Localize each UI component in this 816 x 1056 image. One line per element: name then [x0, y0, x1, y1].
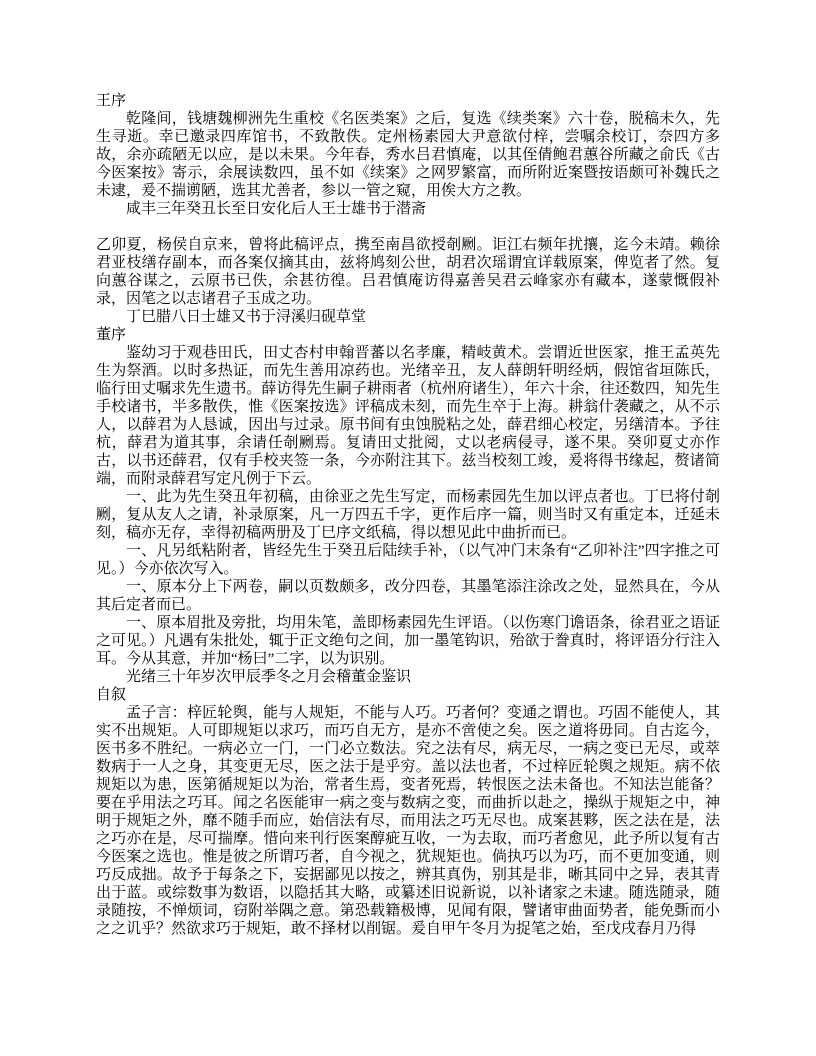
- wang-preface-addendum-paragraph: 乙卯夏，杨侯自京来，曾将此稿评点，携至南昌欲授剞劂。讵江右频年扰攘，迄今未靖。赖徐君亚枝缮存副本，而各案仅摘其由，兹将鸠刻公世，胡君次瑶谓宜详载原案，俾览者了然。复向蕙谷谋之，云原书已佚，余甚彷徨。吕君慎庵访得嘉善吴君云峰家亦有藏本，遂蒙慨假补录，因笔之以志诸君子玉成之功。: [96, 237, 720, 307]
- dong-preface-signature: 光绪三十年岁次甲辰季冬之月会稽董金鉴识: [126, 669, 412, 685]
- wang-preface-signature-1853: 咸丰三年癸丑长至日安化后人王士雄书于潜斋: [126, 201, 427, 217]
- editorial-note-item-2: 一、凡另纸粘附者，皆经先生于癸丑后陆续手补，（以气冲门末条有“乙卯补注”四字推之可见。）今亦依次写入。: [96, 543, 720, 577]
- dong-preface-paragraph: 鉴幼习于观巷田氏，田丈杏村申翰晋蕃以名孝廉，精岐黄术。尝谓近世医家，推王孟英先生为祭酒。以时多热证，而先生善用凉药也。光绪辛丑，友人薛朗轩明经炳，假馆省垣陈氏，临行田丈嘱求先生遗书。薛访得先生嗣子耕雨者（杭州府诸生），年六十余，往还数四，知先生手校诸书，半多散佚，惟《医案按选》评稿成未刻，而先生卒于上海。耕翁什袭藏之，从不示人，以薛君为人恳诚，因出与过录。原书间有虫蚀脱粘之处，薛君细心校定，另缮清本。予往杭，薛君为道其事，余请任剞劂焉。复请田丈批阅，丈以老病侵寻，遂不果。癸卯夏丈亦作古，以书还薛君，仅有手校夹签一条，今亦附注其下。兹当校刻工竣，爰将得书缘起，赘诸简端，而附录薛君写定凡例于下云。: [96, 345, 720, 487]
- wang-preface-heading: 王序: [96, 93, 127, 109]
- editorial-note-item-3: 一、原本分上下两卷，嗣以页数颇多，改分四卷，其墨笔添注涂改之处，显然具在，今从其后定者而已。: [96, 579, 720, 613]
- editorial-note-item-1: 一、此为先生癸丑年初稿，由徐亚之先生写定，而杨素园先生加以评点者也。丁巳将付剞劂，复从友人之请，补录原案，凡一万四五千字，更作后序一篇，则当时又有重定本，迁延未刻，稿亦无存，幸得初稿两册及丁巳序文纸稿，得以想见此中曲折而已。: [96, 489, 720, 541]
- document-body: [96, 92, 720, 938]
- self-preface-heading: 自叙: [96, 687, 127, 703]
- wang-preface-paragraph: 乾隆间，钱塘魏柳洲先生重校《名医类案》之后，复选《续类案》六十卷，脱稿未久，先生寻逝。幸已邀录四库馆书，不致散佚。定州杨素园大尹意欲付梓，尝嘱余校订，奈四方多故，余亦疏陋无以应，是以未果。今年春，秀水吕君慎庵，以其侄倩鲍君蕙谷所藏之俞氏《古今医案按》寄示，余展读数四，虽不如《续案》之网罗繁富，而所附近案暨按语颇可补魏氏之未逮，爰不揣谫陋，选其尤善者，参以一管之窥，用俟大方之教。: [96, 111, 720, 199]
- wang-preface-signature-1857: 丁巳腊八日士雄又书于浔溪归砚草堂: [126, 309, 367, 325]
- dong-preface-heading: 董序: [96, 327, 127, 343]
- blank-line: [96, 218, 720, 236]
- self-preface-paragraph: 孟子言：梓匠轮舆，能与人规矩，不能与人巧。巧者何？变通之谓也。巧固不能使人，其实不出规矩。人可即规矩以求巧，而巧自无方，是亦不啻使之矣。医之道将毋同。自古迄今，医书多不胜纪。一病必立一门，一门必立数法。究之法有尽，病无尽，一病之变已无尽，或萃数病于一人之身，其变更无尽，医之法于是乎穷。盖以法也者，不过梓匠轮舆之规矩。病不依规矩以为患，医第循规矩以为治，常者生焉，变者死焉，转恨医之法未备也。不知法岂能备？要在乎用法之巧耳。闻之名医能审一病之变与数病之变，而曲折以赴之，操纵于规矩之中，神明于规矩之外，靡不随手而应，始信法有尽，而用法之巧无尽也。成案甚夥，医之法在是，法之巧亦在是，尽可揣摩。惜向来刊行医案醇疵互收，一为去取，而巧者愈见，此予所以复有古今医案之选也。惟是彼之所谓巧者，自今视之，犹规矩也。倘执巧以为巧，而不更加变通，则巧反成拙。故予于每条之下，妄据鄙见以按之，辨其真伪，别其是非，晰其同中之异，表其青出于蓝。或综数事为数语，以隐括其大略，或纂述旧说新说，以补诸家之未逮。随选随录，随录随按，不惮烦词，窃附举隅之意。第恐载籍极博，见闻有限，譬诸审曲面势者，能免斲而小之之讥乎？然欲求巧于规矩，敢不择材以削锯。爰自甲午冬月为捉笔之始，至戊戌春月乃得: [96, 705, 720, 937]
- editorial-note-item-4: 一、原本眉批及旁批，均用朱笔，盖即杨素园先生评语。（以伤寒门谵语条，徐君亚之语证之可见。）凡遇有朱批处，辄于正文绝句之间，加一墨笔钩识，殆欲于誊真时，将评语分行注入耳。今从其意，并加“杨曰”二字，以为识别。: [96, 615, 720, 667]
